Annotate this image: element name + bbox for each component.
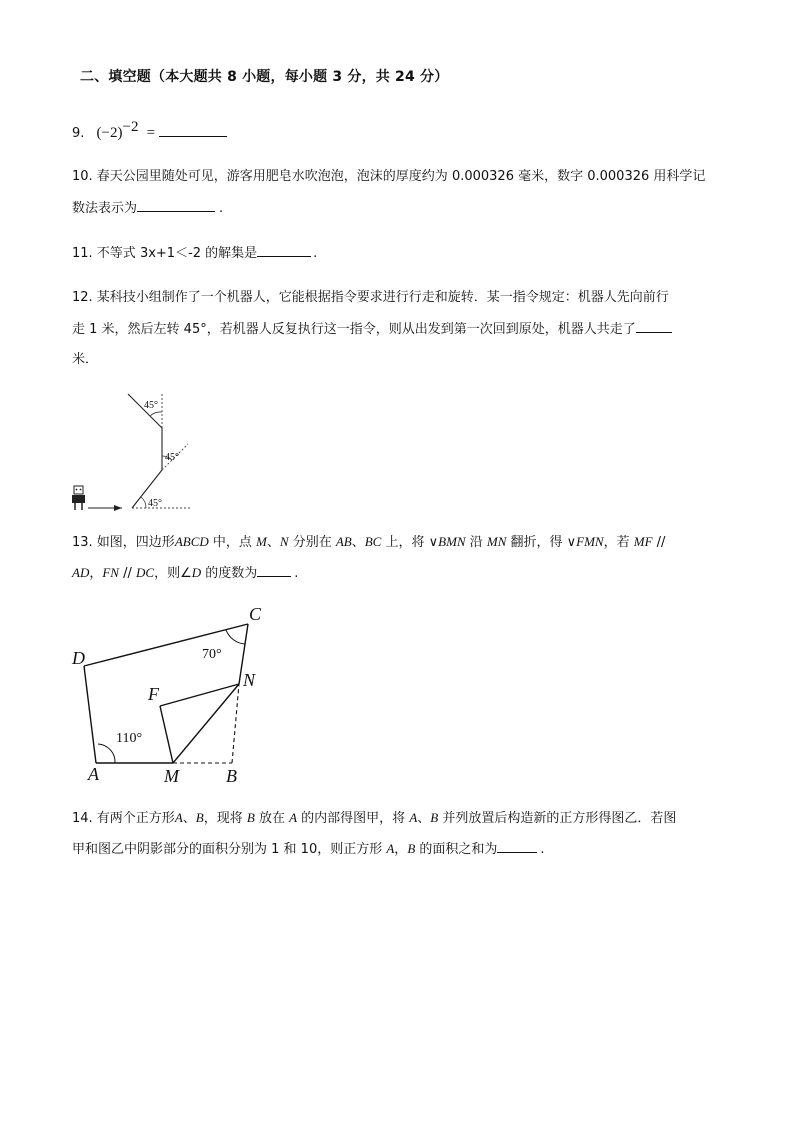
q13-segment-mf: MF bbox=[633, 534, 653, 549]
q13-segment-dc: DC bbox=[136, 565, 155, 580]
q13-segment-bc: BC bbox=[364, 534, 382, 549]
q14-square-b: B bbox=[407, 841, 416, 856]
q12-robot-path-figure bbox=[66, 386, 196, 514]
q13-segment-ab: AB bbox=[335, 534, 352, 549]
q14-text: . bbox=[540, 842, 545, 857]
section-title: 二、填空题（本大题共 8 小题，每小题 3 分，共 24 分） bbox=[80, 69, 449, 85]
q13-text: 13. 如图，四边形 bbox=[72, 535, 175, 550]
label-a: A bbox=[88, 764, 99, 784]
q13-point-n: N bbox=[279, 534, 289, 549]
q13-segment-fn: FN bbox=[102, 565, 119, 580]
q14-text: 、 bbox=[417, 811, 431, 826]
q14-text: 14. 有两个正方形 bbox=[72, 811, 175, 826]
q13-text: 、 bbox=[351, 535, 365, 550]
q13-angle-d: D bbox=[191, 565, 202, 580]
angle-arc-c bbox=[226, 630, 245, 644]
angle-label-c: 70° bbox=[202, 647, 222, 662]
q14-square-a: A bbox=[409, 810, 418, 825]
angle-label-middle: 45° bbox=[165, 452, 179, 463]
angle-label-bottom: 45° bbox=[148, 498, 162, 509]
q10-line-1: 10. 春天公园里随处可见，游客用肥皂水吹泡泡，泡沫的厚度约为 0.000326 毫米，数字 0.000326 用科学记 bbox=[72, 169, 706, 184]
q13-answer-blank[interactable] bbox=[257, 564, 291, 577]
q10-line-2 bbox=[72, 199, 223, 218]
angle-arc-bottom bbox=[141, 497, 146, 508]
q12-text: 走 1 米，然后左转 45°，若机器人反复执行这一指令，则从出发到第一次回到原处，机器人共走了 bbox=[72, 322, 636, 337]
q9-number: 9. bbox=[72, 126, 85, 141]
label-d: D bbox=[72, 648, 85, 668]
angle-arc-top bbox=[150, 412, 162, 416]
q13-text: 、 bbox=[266, 535, 280, 550]
q13-text: 上，将 ∨ bbox=[381, 535, 439, 550]
q9-base: (−2) bbox=[96, 125, 123, 141]
q11-suffix: . bbox=[313, 246, 318, 261]
q13-text: 沿 bbox=[465, 535, 487, 550]
q14-text: 的内部得图甲，将 bbox=[297, 811, 410, 826]
q12-line-3: 米． bbox=[72, 352, 99, 367]
q14-text: 甲和图乙中阴影部分的面积分别为 1 和 10，则正方形 bbox=[72, 842, 387, 857]
q13-segment-ad: AD bbox=[72, 565, 90, 580]
q13-text: 中，点 bbox=[208, 535, 257, 550]
angle-label-a: 110° bbox=[116, 731, 143, 746]
q9-answer-blank[interactable] bbox=[159, 124, 227, 137]
robot-icon bbox=[72, 486, 85, 510]
q12-line-1: 12. 某科技小组制作了一个机器人，它能根据指令要求进行行走和旋转．某一指令规定：机器人先向前行 bbox=[72, 290, 669, 305]
q9-equals: = bbox=[146, 125, 156, 141]
q13-line-2 bbox=[72, 564, 298, 583]
q13-text: // bbox=[652, 535, 666, 550]
label-c: C bbox=[249, 604, 262, 624]
side-dc bbox=[84, 624, 248, 666]
q14-square-a: A bbox=[386, 841, 395, 856]
label-f: F bbox=[148, 684, 159, 704]
q13-text: ，则∠ bbox=[154, 566, 192, 581]
q12-answer-blank[interactable] bbox=[636, 320, 672, 333]
q14-square-b: B bbox=[195, 810, 204, 825]
q13-triangle-bmn: BMN bbox=[438, 534, 466, 549]
q13-triangle-fmn: FMN bbox=[576, 534, 604, 549]
q10-prefix: 数法表示为 bbox=[72, 201, 138, 216]
start-arrow-head bbox=[114, 505, 122, 511]
q13-line-1 bbox=[72, 533, 665, 552]
q13-segment-mn: MN bbox=[486, 534, 507, 549]
q14-text: ，现将 bbox=[203, 811, 247, 826]
q12-line-2 bbox=[72, 320, 672, 339]
q13-quad-name: ABCD bbox=[174, 534, 209, 549]
q13-text: 翻折，得 ∨ bbox=[506, 535, 577, 550]
q13-text: 的度数为 bbox=[201, 566, 258, 581]
label-b: B bbox=[226, 766, 237, 786]
q11-answer-blank[interactable] bbox=[257, 244, 311, 257]
q10-suffix: . bbox=[219, 201, 224, 216]
label-n: N bbox=[243, 670, 256, 690]
q14-square-b: B bbox=[430, 810, 439, 825]
q14-text: 放在 bbox=[254, 811, 290, 826]
q13-text: ，若 bbox=[603, 535, 634, 550]
q13-text: 分别在 bbox=[288, 535, 336, 550]
q13-quadrilateral-figure bbox=[62, 598, 288, 790]
q14-text: 并列放置后构造新的正方形得图乙．若图 bbox=[438, 811, 677, 826]
q14-square-b: B bbox=[246, 810, 255, 825]
angle-arc-a bbox=[98, 744, 115, 763]
q13-text: ， bbox=[89, 566, 103, 581]
q14-text: 、 bbox=[182, 811, 196, 826]
q13-text: . bbox=[294, 566, 299, 581]
q14-square-a: A bbox=[174, 810, 183, 825]
q14-answer-blank[interactable] bbox=[497, 840, 537, 853]
q11-prefix: 11. 不等式 3x+1＜-2 的解集是 bbox=[72, 246, 258, 261]
dashed-side-bn bbox=[232, 684, 239, 763]
angle-label-top: 45° bbox=[144, 400, 158, 411]
q9-exponent: −2 bbox=[122, 119, 139, 135]
question-9 bbox=[72, 118, 227, 143]
q14-text: ， bbox=[394, 842, 408, 857]
side-da bbox=[84, 666, 96, 763]
segment-fn bbox=[160, 684, 239, 706]
q14-square-a: A bbox=[289, 810, 298, 825]
q13-text: // bbox=[118, 566, 137, 581]
label-m: M bbox=[164, 766, 179, 786]
segment-mn bbox=[173, 684, 239, 763]
q14-text: 的面积之和为 bbox=[415, 842, 498, 857]
question-11 bbox=[72, 244, 317, 263]
segment-fm bbox=[160, 706, 173, 763]
q10-answer-blank[interactable] bbox=[137, 199, 215, 212]
q14-line-2 bbox=[72, 840, 545, 859]
q14-line-1 bbox=[72, 809, 676, 828]
q13-point-m: M bbox=[256, 534, 267, 549]
